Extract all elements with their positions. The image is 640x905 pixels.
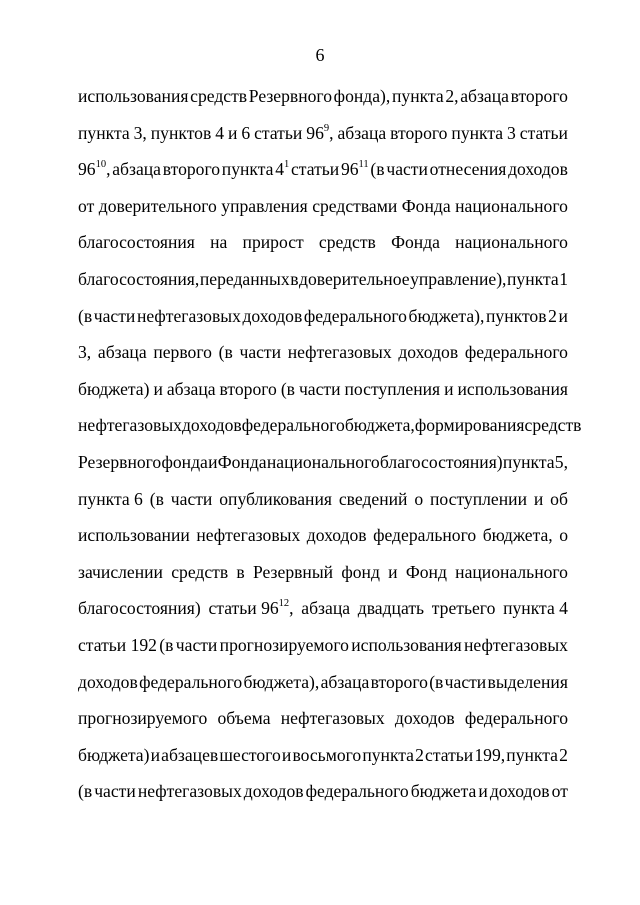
word: абзаца xyxy=(460,86,509,106)
word: национального xyxy=(266,451,380,472)
word: использовании xyxy=(78,525,190,546)
word: части xyxy=(239,342,282,363)
word: нефтегазовых xyxy=(136,305,241,326)
word: национального xyxy=(455,195,568,216)
word: бюджета, xyxy=(344,415,415,436)
word: средств xyxy=(524,415,582,436)
word: второго xyxy=(219,378,277,399)
word: и xyxy=(208,451,218,472)
text-line xyxy=(78,485,568,522)
word: 199, xyxy=(474,744,506,765)
word: о xyxy=(559,525,568,546)
word: зачислении xyxy=(78,561,163,582)
word: второго xyxy=(510,86,568,106)
word: федерального xyxy=(241,415,345,436)
word: доверительного xyxy=(98,195,217,216)
word: доходов xyxy=(398,342,459,363)
word: доходов xyxy=(489,781,550,802)
word: нефтегазовых xyxy=(137,781,242,802)
document-body-text xyxy=(78,82,582,814)
word: и xyxy=(281,744,292,765)
word: второго xyxy=(390,122,448,143)
word: Резервного xyxy=(248,86,332,106)
word: использования xyxy=(457,378,568,399)
word: части xyxy=(170,488,213,509)
word: $96^9$, xyxy=(306,122,334,143)
word: пункта xyxy=(451,122,504,143)
word: фонд xyxy=(341,561,380,582)
word: отнесения xyxy=(429,159,507,180)
word: 4 xyxy=(215,122,225,143)
word: (в xyxy=(429,671,444,692)
word: федерального xyxy=(139,671,243,692)
word: использования xyxy=(78,86,189,106)
word: Резервный xyxy=(252,561,334,582)
word: восьмого xyxy=(292,744,362,765)
word: фонда), xyxy=(333,86,391,106)
word: пункта xyxy=(507,268,559,289)
word: двадцать xyxy=(357,598,425,619)
word: части xyxy=(94,781,136,802)
footnote-marker: 10 xyxy=(95,159,107,171)
word: федерального xyxy=(305,781,409,802)
word: Фонда xyxy=(401,195,451,216)
word: $96^{10}$, xyxy=(78,159,111,180)
word: (в xyxy=(280,378,295,399)
text-line xyxy=(78,155,568,192)
word: доверительное xyxy=(299,268,410,289)
word: и xyxy=(150,744,161,765)
text-line xyxy=(78,631,568,668)
word: и xyxy=(478,781,488,802)
word: о xyxy=(414,488,424,509)
word: (в xyxy=(149,488,164,509)
word: нефтегазовых xyxy=(287,342,392,363)
word: второго xyxy=(162,159,221,180)
word: Резервного xyxy=(78,451,162,472)
text-line xyxy=(78,375,568,412)
footnote-marker: 12 xyxy=(278,598,290,610)
word: и xyxy=(388,561,398,582)
word: поступлении xyxy=(430,488,527,509)
text-line xyxy=(78,594,568,631)
word: пункта xyxy=(221,159,274,180)
word: от xyxy=(78,195,95,216)
word: пункта xyxy=(502,451,555,472)
text-line xyxy=(78,192,568,229)
word: доходов xyxy=(181,415,242,436)
word: средствами xyxy=(312,195,398,216)
word: первого xyxy=(153,342,212,363)
word: в xyxy=(236,561,245,582)
word: нефтегазовых xyxy=(78,415,182,436)
word: абзаца xyxy=(97,342,147,363)
word: управление), xyxy=(410,268,507,289)
word: части xyxy=(444,671,487,692)
word: абзаца xyxy=(337,122,387,143)
word: Фонд xyxy=(405,561,447,582)
word: статьи $96^{12}$, xyxy=(208,598,294,619)
word: бюджета xyxy=(410,781,477,802)
footnote-marker: 9 xyxy=(323,122,330,134)
word: пункта 6 xyxy=(78,488,143,509)
word: и xyxy=(444,378,454,399)
word: средств xyxy=(171,561,229,582)
text-line xyxy=(78,521,568,558)
word: доходов xyxy=(306,525,367,546)
word: абзацев xyxy=(161,744,219,765)
word: 3 xyxy=(507,122,516,143)
word: доходов xyxy=(508,159,568,180)
word: статьи xyxy=(291,159,340,180)
word: нефтегазовых xyxy=(464,634,568,655)
word: абзаца xyxy=(112,159,161,180)
text-line xyxy=(78,411,582,448)
word: нефтегазовых xyxy=(280,708,385,729)
word: (в xyxy=(370,159,385,180)
word: (в xyxy=(218,342,233,363)
word: 3, xyxy=(133,122,147,143)
text-line xyxy=(78,668,568,705)
word: части xyxy=(386,159,428,180)
word: на xyxy=(210,232,228,253)
word: фонда xyxy=(161,451,208,472)
word: прогнозируемого xyxy=(78,708,208,729)
word: статьи xyxy=(425,744,474,765)
word: абзаца xyxy=(166,378,216,399)
word: национального xyxy=(455,232,568,253)
word: статьи 192 xyxy=(78,634,157,655)
word: 2 xyxy=(559,744,568,765)
word: формирования xyxy=(414,415,525,436)
word: 1 xyxy=(559,268,568,289)
word: управления xyxy=(221,195,308,216)
word: пункта xyxy=(362,744,414,765)
word: благосостояния) xyxy=(78,598,201,619)
word: федерального xyxy=(464,342,568,363)
word: национального xyxy=(455,561,568,582)
word: доходов xyxy=(242,305,303,326)
word: абзаца xyxy=(320,671,370,692)
word: (в xyxy=(159,634,174,655)
word: об xyxy=(550,488,568,509)
word: Фонда xyxy=(391,232,440,253)
word: объема xyxy=(217,708,271,729)
text-line xyxy=(78,741,568,778)
word: второго xyxy=(370,671,428,692)
text-line xyxy=(78,448,568,485)
word: пункта xyxy=(78,122,130,143)
footnote-marker: 11 xyxy=(358,159,369,171)
word: от xyxy=(551,781,568,802)
word: средств xyxy=(318,232,376,253)
word: пунктов xyxy=(150,122,212,143)
word: федерального xyxy=(373,525,477,546)
word: и xyxy=(227,122,238,143)
word: части xyxy=(298,378,341,399)
text-line xyxy=(78,777,568,814)
word: прирост xyxy=(242,232,304,253)
word: и xyxy=(558,305,568,326)
word: доходов xyxy=(78,671,138,692)
word: федерального xyxy=(464,708,568,729)
text-line xyxy=(78,302,568,339)
word: части xyxy=(93,305,136,326)
word: пункта xyxy=(391,86,444,106)
word: абзаца xyxy=(301,598,351,619)
word: сведений xyxy=(338,488,408,509)
word: и xyxy=(533,488,544,509)
word: средств xyxy=(190,86,248,106)
word: использования xyxy=(351,634,462,655)
word: $4^1$ xyxy=(275,159,290,180)
text-line xyxy=(78,119,568,156)
word: доходов xyxy=(243,781,304,802)
word: третьего xyxy=(431,598,496,619)
word: в xyxy=(290,268,299,289)
text-line xyxy=(78,704,568,741)
word: 3, xyxy=(78,342,92,363)
word: и xyxy=(153,378,163,399)
word: бюджета) xyxy=(78,378,150,399)
text-line xyxy=(78,265,568,302)
word: части xyxy=(175,634,218,655)
text-line xyxy=(78,82,568,119)
word: доходов xyxy=(394,708,455,729)
word: опубликования xyxy=(219,488,332,509)
word: статьи xyxy=(254,122,303,143)
word: $96^{11}$ xyxy=(340,159,369,180)
word: (в xyxy=(78,781,93,802)
word: бюджета, xyxy=(482,525,553,546)
word: пункта 4 xyxy=(503,598,568,619)
word: благосостояния, xyxy=(78,268,200,289)
text-line xyxy=(78,338,568,375)
text-line xyxy=(78,558,568,595)
word: пунктов xyxy=(486,305,547,326)
word: переданных xyxy=(199,268,290,289)
word: благосостояния xyxy=(78,232,195,253)
word: федерального xyxy=(303,305,407,326)
word: поступления xyxy=(344,378,441,399)
word: 6 xyxy=(241,122,251,143)
word: благосостояния) xyxy=(379,451,503,472)
word: бюджета), xyxy=(408,305,485,326)
word: статьи xyxy=(519,122,568,143)
footnote-marker: 1 xyxy=(284,159,290,171)
word: выделения xyxy=(487,671,568,692)
word: нефтегазовых xyxy=(196,525,301,546)
word: шестого xyxy=(219,744,281,765)
word: пункта xyxy=(506,744,558,765)
word: бюджета), xyxy=(243,671,320,692)
word: 2 xyxy=(548,305,557,326)
word: 5, xyxy=(554,451,568,472)
word: бюджета) xyxy=(78,744,150,765)
word: 2, xyxy=(445,86,459,106)
word: прогнозируемого xyxy=(219,634,349,655)
word: (в xyxy=(78,305,93,326)
word: 2 xyxy=(415,744,424,765)
text-line xyxy=(78,228,568,265)
word: Фонда xyxy=(217,451,267,472)
page-number: 6 xyxy=(315,45,325,65)
